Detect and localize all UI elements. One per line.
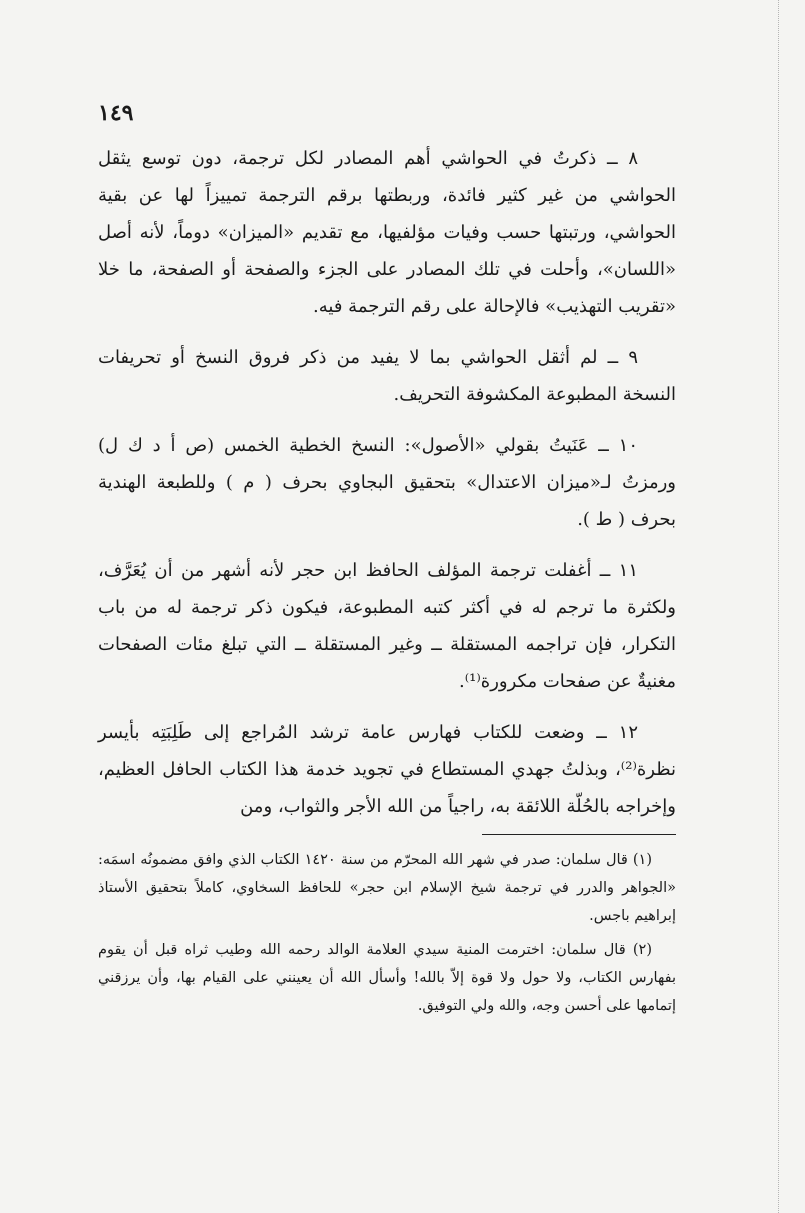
page-number: ١٤٩ [98, 100, 134, 126]
paragraph-9: ٩ ــ لم أثقل الحواشي بما لا يفيد من ذكر فروق النسخ أو تحريفات النسخة المطبوعة المكشوفة التحريف. [98, 347, 676, 405]
paragraph-10: ١٠ ــ عَنَيتُ بقولي «الأصول»: النسخ الخطية الخمس (ص أ د ك ل) ورمزتُ لـ«ميزان الاعتدال» بتحقيق البجاوي بحرف ( م ) وللطبعة الهندية بحرف ( ط ). [98, 435, 676, 530]
page-gutter-line [777, 0, 779, 1213]
footnotes [98, 846, 676, 1026]
main-text [98, 140, 676, 839]
footnote-1: (١) قال سلمان: صدر في شهر الله المحرّم من سنة ١٤٢٠ الكتاب الذي وافق مضمونُه اسمَه: «الجواهر والدرر في ترجمة شيخ الإسلام ابن حجر» للحافظ السخاوي، كاملاً بتحقيق الأستاذ إبراهيم باجس. [98, 852, 676, 924]
paragraph-12: ١٢ ــ وضعت للكتاب فهارس عامة ترشد المُراجع إلى طَلِبَتِه بأيسر نظرة⁽²⁾، وبذلتُ جهدي المستطاع في تجويد خدمة هذا الكتاب الحافل العظيم، وإخراجه بالحُلّة اللائقة به، راجياً من الله الأجر والثواب، ومن [98, 722, 676, 817]
footnote-separator [482, 834, 676, 835]
paragraph-11: ١١ ــ أغفلت ترجمة المؤلف الحافظ ابن حجر لأنه أشهر من أن يُعَرَّف، ولكثرة ما ترجم له في أكثر كتبه المطبوعة، فيكون ذكر ترجمة له من باب التكرار، فإن تراجمه المستقلة ــ وغير المستقلة ــ التي تبلغ مئات الصفحات مغنيةٌ عن صفحات مكرورة⁽¹⁾. [98, 560, 676, 692]
paragraph-8: ٨ ــ ذكرتُ في الحواشي أهم المصادر لكل ترجمة، دون توسع يثقل الحواشي من غير كثير فائدة، وربطتها برقم الترجمة تمييزاً لها عن بقية الحواشي، ورتبتها حسب وفيات مؤلفيها، مع تقديم «الميزان» دوماً، لأنه أصل «اللسان»، وأحلت في تلك المصادر على الجزء والصفحة أو الصفحة، ما خلا «تقريب التهذيب» فالإحالة على رقم الترجمة فيه. [98, 148, 676, 317]
footnote-2: (٢) قال سلمان: اخترمت المنية سيدي العلامة الوالد رحمه الله وطيب ثراه قبل أن يقوم بفهارس الكتاب، ولا حول ولا قوة إلاّ بالله! وأسأل الله أن يعينني على القيام بها، وأن يرزقني إتمامها على أحسن وجه، والله ولي التوفيق. [98, 942, 676, 1014]
